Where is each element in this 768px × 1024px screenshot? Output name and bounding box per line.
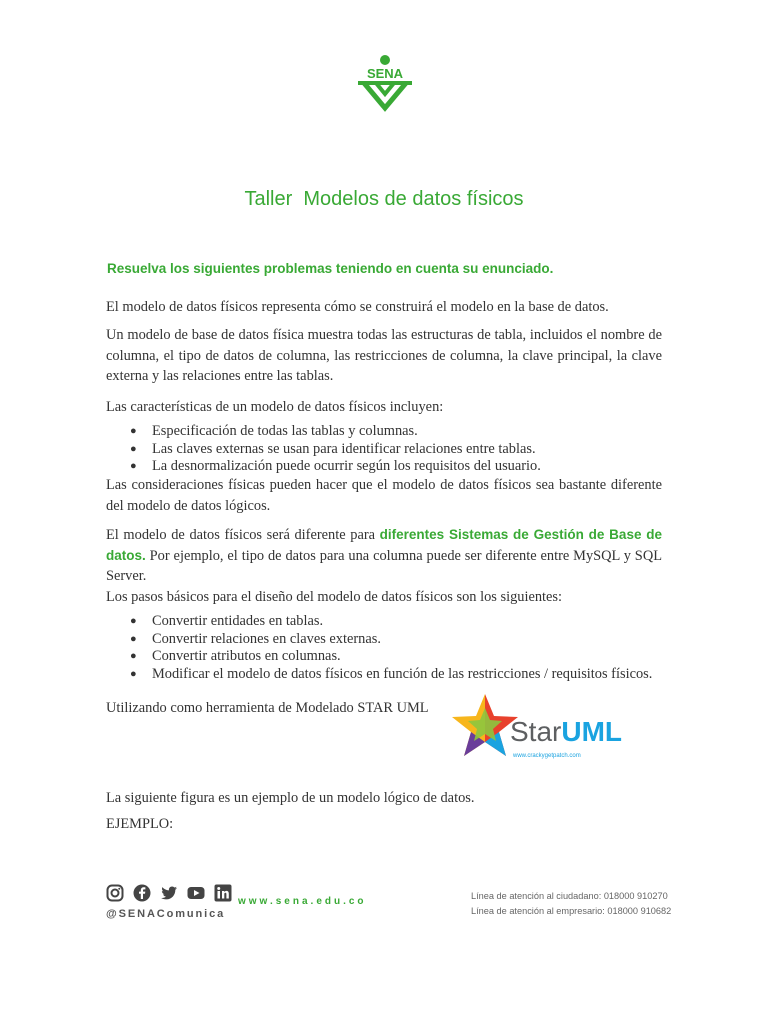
sena-logo [354, 52, 416, 112]
website-link[interactable]: www.sena.edu.co [238, 896, 367, 907]
page-title: Taller Modelos de datos físicos [244, 188, 524, 210]
bullet-icon: ● [130, 425, 137, 437]
paragraph-description: Un modelo de base de datos física muestra todas las estructuras de tabla, incluidos el nombre de columna, el tipo de datos de columna, las restricciones de columna, la clave principal, la clave externa y las relaciones entre las tablas. [106, 327, 662, 384]
list-item: ● Convertir atributos en columnas. [130, 648, 341, 665]
instruction-subtitle: Resuelva los siguientes problemas teniendo en cuenta su enunciado. [107, 261, 554, 276]
bullet-icon: ● [130, 667, 137, 680]
steps-list [130, 613, 670, 683]
list-item: ● Convertir relaciones en claves externas. [130, 630, 381, 647]
bullet-icon: ● [130, 442, 137, 455]
contact-lines [471, 889, 671, 919]
paragraph-characteristics: Las características de un modelo de datos físicos incluyen: [106, 399, 444, 415]
list-item: ● Modificar el modelo de datos físicos en función de las restricciones / requisitos físicos. [130, 665, 653, 682]
paragraph-example: EJEMPLO: [106, 816, 174, 832]
paragraph-dbms: El modelo de datos físicos será diferente para diferentes Sistemas de Gestión de Base de datos. Por ejemplo, el tipo de datos para una columna puede ser diferente entre MySQL y SQL Server. [106, 527, 663, 584]
list-item: ● Las claves externas se usan para identificar relaciones entre tablas. [130, 440, 536, 457]
social-handle: @SENAComunica [106, 908, 226, 920]
paragraph-steps: Los pasos básicos para el diseño del modelo de datos físicos son los siguientes: [106, 589, 563, 605]
instagram-icon[interactable] [106, 884, 124, 902]
list-item: ● Convertir entidades en tablas. [130, 613, 324, 629]
paragraph-considerations: Las consideraciones físicas pueden hacer que el modelo de datos físicos sea bastante diferente del modelo de datos lógicos. [106, 477, 662, 514]
bullet-icon: ● [130, 632, 137, 645]
youtube-icon[interactable] [187, 884, 205, 902]
svg-text:SENA: SENA [366, 66, 404, 81]
list-item: ● La desnormalización puede ocurrir según los requisitos del usuario. [130, 458, 541, 475]
paragraph-figure: La siguiente figura es un ejemplo de un modelo lógico de datos. [106, 790, 475, 806]
list-item: ● Especificación de todas las tablas y columnas. [130, 423, 418, 439]
staruml-url: www.crackygetpatch.com [513, 753, 581, 759]
paragraph-intro: El modelo de datos físicos representa cómo se construirá el modelo en la base de datos. [106, 299, 609, 315]
citizen-line: Línea de atención al ciudadano: 018000 910270 [471, 891, 668, 901]
staruml-wordmark: StarUML [510, 716, 623, 747]
business-line: Línea de atención al empresario: 018000 910682 [471, 906, 672, 916]
bullet-icon: ● [130, 650, 137, 663]
facebook-icon[interactable] [133, 884, 151, 902]
paragraph-tool: Utilizando como herramienta de Modelado STAR UML [106, 700, 429, 716]
bullet-icon: ● [130, 615, 137, 627]
characteristics-list [130, 423, 670, 476]
social-icons [106, 884, 232, 902]
linkedin-icon[interactable] [214, 884, 232, 902]
dbms-highlight: diferentes Sistemas de Gestión de Base de datos. [106, 527, 663, 563]
bullet-icon: ● [130, 460, 137, 473]
twitter-icon[interactable] [160, 884, 178, 902]
